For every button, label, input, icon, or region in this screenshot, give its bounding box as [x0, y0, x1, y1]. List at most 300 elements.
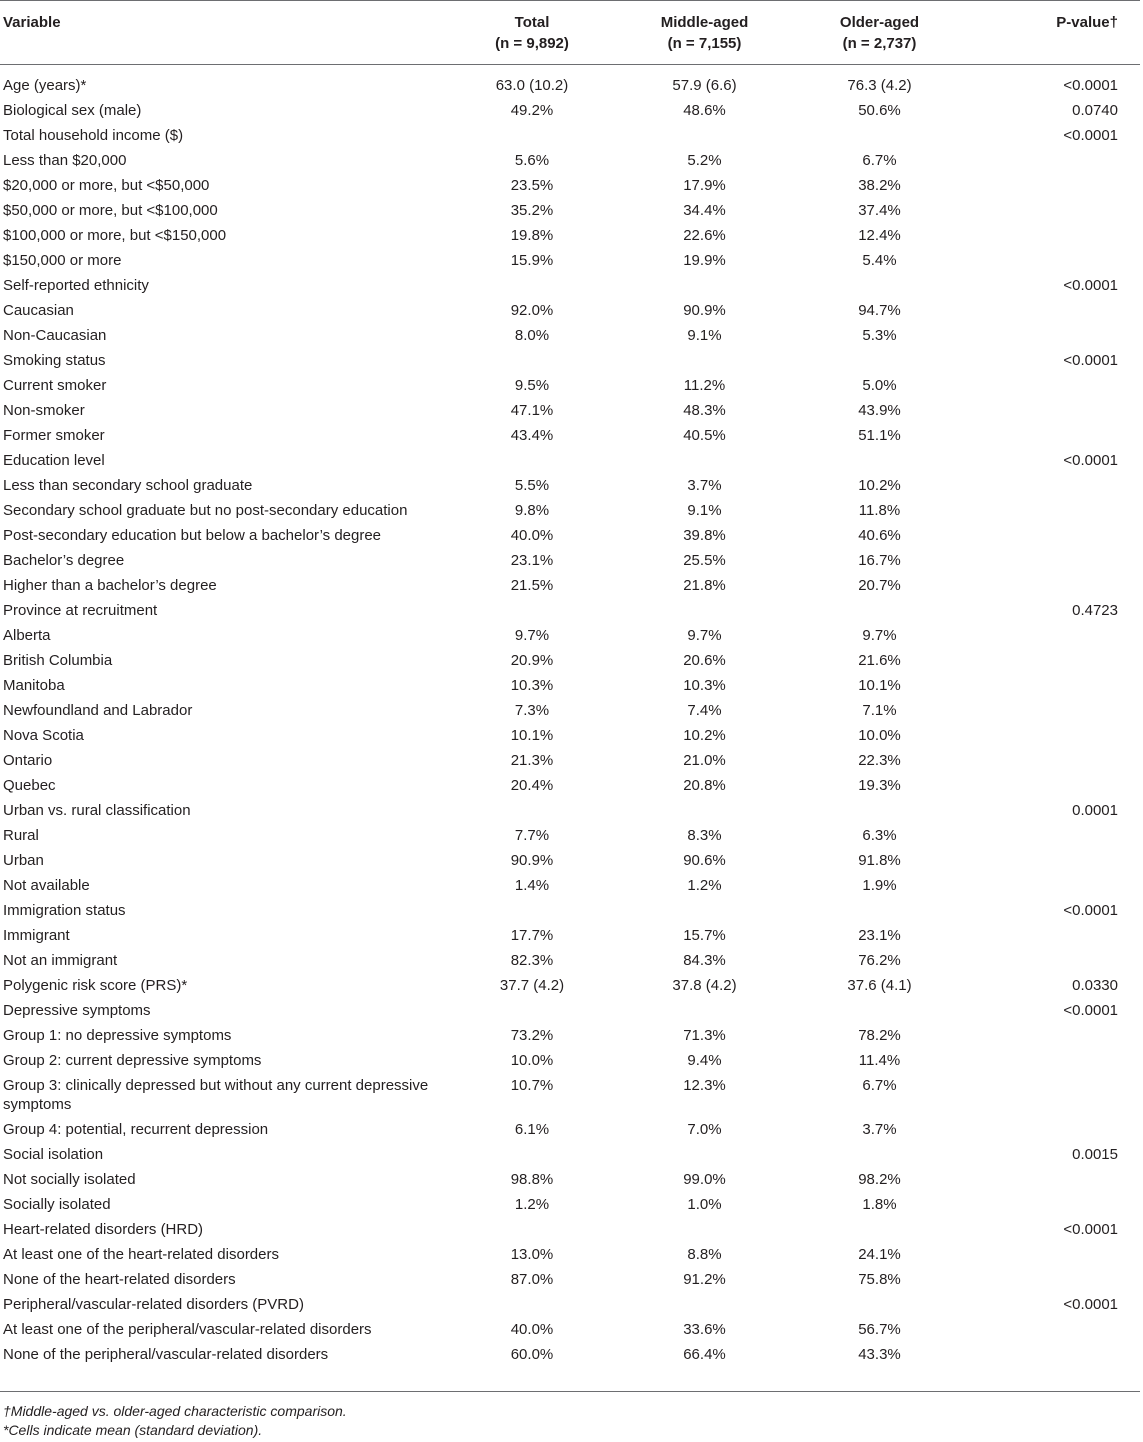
middle-aged-cell: 71.3% — [683, 1027, 726, 1044]
variable-cell: Group 1: no depressive symptoms — [3, 1027, 232, 1044]
header-middle-n: (n = 7,155) — [667, 35, 742, 52]
variable-cell: Group 4: potential, recurrent depression — [3, 1121, 269, 1138]
header-total-n: (n = 9,892) — [495, 35, 569, 52]
p-value-cell: 0.0015 — [1072, 1146, 1118, 1163]
middle-aged-cell — [618, 1217, 791, 1242]
older-aged-cell: 40.6% — [858, 527, 901, 544]
variable-cell: None of the heart-related disorders — [3, 1271, 236, 1288]
p-value-cell — [968, 223, 1140, 248]
older-aged-cell: 76.2% — [858, 952, 901, 969]
footnote-dagger: †Middle-aged vs. older-aged characteristic comparison. — [3, 1403, 347, 1419]
p-value-cell — [968, 298, 1140, 323]
middle-aged-cell: 3.7% — [687, 477, 722, 494]
total-cell: 10.3% — [510, 677, 554, 694]
older-aged-cell: 75.8% — [858, 1271, 901, 1288]
middle-aged-cell — [618, 273, 791, 298]
total-cell — [446, 998, 618, 1023]
p-value-cell — [968, 1317, 1140, 1342]
p-value-cell — [968, 1073, 1140, 1117]
older-aged-cell: 51.1% — [858, 427, 901, 444]
p-value-cell — [968, 748, 1140, 773]
p-value-cell: <0.0001 — [1063, 1002, 1118, 1019]
total-cell: 87.0% — [510, 1271, 554, 1288]
p-value-cell — [968, 148, 1140, 173]
total-cell: 13.0% — [510, 1246, 554, 1263]
older-aged-cell: 5.3% — [862, 327, 897, 344]
variable-cell: Polygenic risk score (PRS)* — [3, 977, 188, 994]
older-aged-cell — [791, 1217, 968, 1242]
p-value-cell — [968, 473, 1140, 498]
older-aged-cell: 7.1% — [862, 702, 897, 719]
older-aged-cell: 19.3% — [858, 777, 901, 794]
older-aged-cell — [791, 273, 968, 298]
p-value-cell — [968, 1023, 1140, 1048]
p-value-cell — [968, 848, 1140, 873]
header-rule — [0, 64, 1140, 65]
table-row — [0, 448, 1140, 473]
middle-aged-cell: 33.6% — [683, 1321, 726, 1338]
table-row — [0, 98, 1140, 123]
table-row — [0, 573, 1140, 598]
variable-cell: Ontario — [3, 752, 53, 769]
p-value-cell — [968, 773, 1140, 798]
older-aged-cell: 20.7% — [858, 577, 901, 594]
older-aged-cell: 76.3 (4.2) — [847, 77, 912, 94]
header-older-n: (n = 2,737) — [842, 35, 917, 52]
p-value-cell — [968, 398, 1140, 423]
total-cell: 7.7% — [514, 827, 550, 844]
variable-cell: Depressive symptoms — [3, 1002, 151, 1019]
p-value-cell — [968, 1167, 1140, 1192]
middle-aged-cell: 40.5% — [683, 427, 726, 444]
middle-aged-cell: 90.6% — [683, 852, 726, 869]
table-row — [0, 123, 1140, 148]
middle-aged-cell: 9.7% — [687, 627, 722, 644]
older-aged-cell: 10.1% — [858, 677, 901, 694]
older-aged-cell: 50.6% — [858, 102, 901, 119]
middle-aged-cell: 7.0% — [687, 1121, 722, 1138]
variable-cell: $150,000 or more — [3, 252, 122, 269]
p-value-cell — [968, 1192, 1140, 1217]
total-cell — [446, 898, 618, 923]
middle-aged-cell: 9.4% — [687, 1052, 722, 1069]
total-cell: 1.4% — [514, 877, 550, 894]
p-value-cell — [968, 423, 1140, 448]
variable-cell: Group 2: current depressive symptoms — [3, 1052, 262, 1069]
total-cell: 98.8% — [510, 1171, 554, 1188]
variable-cell: Nova Scotia — [3, 727, 84, 744]
middle-aged-cell: 66.4% — [683, 1346, 726, 1363]
older-aged-cell — [791, 1142, 968, 1167]
p-value-cell — [968, 1342, 1140, 1367]
table-row — [0, 173, 1140, 198]
middle-aged-cell: 1.0% — [687, 1196, 722, 1213]
middle-aged-cell: 15.7% — [683, 927, 726, 944]
total-cell: 23.5% — [510, 177, 554, 194]
middle-aged-cell: 21.8% — [683, 577, 726, 594]
table-row — [0, 1242, 1140, 1267]
total-cell — [446, 273, 618, 298]
table-row — [0, 548, 1140, 573]
middle-aged-cell — [618, 798, 791, 823]
table-row — [0, 948, 1140, 973]
p-value-cell: <0.0001 — [1063, 1296, 1118, 1313]
older-aged-cell: 43.9% — [858, 402, 901, 419]
p-value-cell — [968, 673, 1140, 698]
variable-cell: Non-Caucasian — [3, 327, 107, 344]
variable-cell: Alberta — [3, 627, 51, 644]
p-value-cell: <0.0001 — [1063, 77, 1118, 94]
variable-cell: Bachelor’s degree — [3, 552, 125, 569]
table-row — [0, 423, 1140, 448]
table-row — [0, 898, 1140, 923]
variable-cell: Secondary school graduate but no post-secondary education — [3, 502, 408, 519]
table-row — [0, 723, 1140, 748]
variable-cell: Heart-related disorders (HRD) — [3, 1221, 204, 1238]
header-older-label: Older-aged — [839, 14, 920, 31]
middle-aged-cell: 90.9% — [683, 302, 726, 319]
variable-cell: Education level — [3, 452, 105, 469]
middle-aged-cell: 7.4% — [687, 702, 722, 719]
older-aged-cell: 6.7% — [862, 152, 897, 169]
middle-aged-cell: 5.2% — [687, 152, 722, 169]
total-cell: 10.7% — [510, 1077, 554, 1094]
table-row — [0, 1023, 1140, 1048]
older-aged-cell: 38.2% — [858, 177, 901, 194]
older-aged-cell: 23.1% — [858, 927, 901, 944]
variable-cell: Not available — [3, 877, 90, 894]
p-value-cell — [968, 323, 1140, 348]
older-aged-cell — [791, 898, 968, 923]
middle-aged-cell: 9.1% — [687, 327, 722, 344]
table-row — [0, 1317, 1140, 1342]
middle-aged-cell — [618, 998, 791, 1023]
table-row — [0, 698, 1140, 723]
header-table — [0, 12, 1140, 54]
total-cell: 73.2% — [510, 1027, 554, 1044]
total-cell: 19.8% — [510, 227, 554, 244]
p-value-cell: <0.0001 — [1063, 1221, 1118, 1238]
older-aged-cell — [791, 998, 968, 1023]
table-row — [0, 273, 1140, 298]
older-aged-cell: 16.7% — [858, 552, 901, 569]
older-aged-cell: 43.3% — [858, 1346, 901, 1363]
older-aged-cell: 22.3% — [858, 752, 901, 769]
table-row — [0, 1267, 1140, 1292]
table-row — [0, 773, 1140, 798]
total-cell: 47.1% — [510, 402, 554, 419]
older-aged-cell: 3.7% — [862, 1121, 897, 1138]
table-row — [0, 998, 1140, 1023]
variable-cell: Less than secondary school graduate — [3, 477, 253, 494]
older-aged-cell: 21.6% — [858, 652, 901, 669]
variable-cell: British Columbia — [3, 652, 113, 669]
p-value-cell — [968, 248, 1140, 273]
middle-aged-cell: 8.3% — [687, 827, 722, 844]
total-cell: 7.3% — [514, 702, 550, 719]
variable-cell: Not an immigrant — [3, 952, 118, 969]
p-value-cell — [968, 648, 1140, 673]
variable-cell: Post-secondary education but below a bachelor’s degree — [3, 527, 382, 544]
middle-aged-cell: 20.6% — [683, 652, 726, 669]
table-row — [0, 523, 1140, 548]
variable-cell: Less than $20,000 — [3, 152, 127, 169]
middle-aged-cell: 12.3% — [683, 1077, 726, 1094]
older-aged-cell — [791, 123, 968, 148]
older-aged-cell: 56.7% — [858, 1321, 901, 1338]
middle-aged-cell: 37.8 (4.2) — [672, 977, 737, 994]
total-cell: 21.5% — [510, 577, 554, 594]
table-row — [0, 873, 1140, 898]
older-aged-cell: 6.7% — [862, 1077, 897, 1094]
total-cell: 15.9% — [510, 252, 554, 269]
table-row — [0, 73, 1140, 98]
table-row — [0, 223, 1140, 248]
p-value-cell — [968, 573, 1140, 598]
variable-cell: Not socially isolated — [3, 1171, 136, 1188]
p-value-cell — [968, 1267, 1140, 1292]
p-value-cell — [968, 548, 1140, 573]
middle-aged-cell: 48.3% — [683, 402, 726, 419]
table-row — [0, 748, 1140, 773]
p-value-cell — [968, 523, 1140, 548]
total-cell: 82.3% — [510, 952, 554, 969]
table-row — [0, 498, 1140, 523]
variable-cell: Socially isolated — [3, 1196, 111, 1213]
p-value-cell — [968, 373, 1140, 398]
middle-aged-cell: 9.1% — [687, 502, 722, 519]
header-total — [446, 12, 618, 54]
total-cell: 43.4% — [510, 427, 554, 444]
older-aged-cell: 78.2% — [858, 1027, 901, 1044]
middle-aged-cell: 17.9% — [683, 177, 726, 194]
p-value-cell: <0.0001 — [1063, 902, 1118, 919]
older-aged-cell: 1.9% — [862, 877, 897, 894]
older-aged-cell: 10.0% — [858, 727, 901, 744]
variable-cell: Rural — [3, 827, 39, 844]
table-row — [0, 973, 1140, 998]
bottom-rule — [0, 1391, 1140, 1392]
total-cell: 5.5% — [514, 477, 550, 494]
variable-cell: Newfoundland and Labrador — [3, 702, 193, 719]
older-aged-cell: 37.6 (4.1) — [847, 977, 912, 994]
variable-cell: $20,000 or more, but <$50,000 — [3, 177, 210, 194]
table-row — [0, 248, 1140, 273]
older-aged-cell: 11.8% — [858, 502, 901, 519]
older-aged-cell: 5.0% — [862, 377, 897, 394]
older-aged-cell: 11.4% — [858, 1052, 901, 1069]
total-cell: 40.0% — [510, 1321, 554, 1338]
p-value-cell — [968, 498, 1140, 523]
older-aged-cell: 94.7% — [858, 302, 901, 319]
table-row — [0, 373, 1140, 398]
p-value-cell: 0.0740 — [1072, 102, 1118, 119]
middle-aged-cell: 1.2% — [687, 877, 722, 894]
total-cell: 10.1% — [510, 727, 554, 744]
variable-cell: Quebec — [3, 777, 56, 794]
total-cell: 6.1% — [514, 1121, 550, 1138]
p-value-cell — [968, 923, 1140, 948]
variable-cell: Non-smoker — [3, 402, 85, 419]
p-value-cell: <0.0001 — [1063, 127, 1118, 144]
middle-aged-cell: 99.0% — [683, 1171, 726, 1188]
middle-aged-cell: 48.6% — [683, 102, 726, 119]
p-value-cell: 0.4723 — [1072, 602, 1118, 619]
middle-aged-cell: 10.2% — [683, 727, 726, 744]
older-aged-cell: 98.2% — [858, 1171, 901, 1188]
variable-cell: Total household income ($) — [3, 127, 184, 144]
total-cell: 37.7 (4.2) — [499, 977, 565, 994]
total-cell — [446, 1292, 618, 1317]
p-value-cell — [968, 723, 1140, 748]
p-value-cell: <0.0001 — [1063, 452, 1118, 469]
table-row — [0, 1342, 1140, 1367]
variable-cell: Current smoker — [3, 377, 107, 394]
older-aged-cell: 9.7% — [862, 627, 897, 644]
variable-cell: Manitoba — [3, 677, 65, 694]
table-row — [0, 298, 1140, 323]
total-cell: 60.0% — [510, 1346, 554, 1363]
total-cell: 63.0 (10.2) — [495, 77, 569, 94]
table-row — [0, 673, 1140, 698]
variable-cell: Biological sex (male) — [3, 102, 142, 119]
table-row — [0, 1117, 1140, 1142]
data-table — [0, 73, 1140, 1367]
header-variable: Variable — [3, 14, 61, 31]
total-cell: 40.0% — [510, 527, 554, 544]
table-row — [0, 648, 1140, 673]
p-value-cell: <0.0001 — [1063, 277, 1118, 294]
variable-cell: Smoking status — [3, 352, 106, 369]
middle-aged-cell — [618, 123, 791, 148]
header-total-label: Total — [514, 14, 550, 31]
variable-cell: Social isolation — [3, 1146, 104, 1163]
total-cell: 9.5% — [514, 377, 550, 394]
variable-cell: Age (years)* — [3, 77, 87, 94]
variable-cell: None of the peripheral/vascular-related disorders — [3, 1346, 329, 1363]
variable-cell: At least one of the heart-related disorders — [3, 1246, 279, 1263]
older-aged-cell — [791, 798, 968, 823]
older-aged-cell — [791, 348, 968, 373]
total-cell — [446, 448, 618, 473]
variable-cell: Immigration status — [3, 902, 126, 919]
top-rule — [0, 0, 1140, 1]
p-value-cell — [968, 1048, 1140, 1073]
middle-aged-cell: 21.0% — [683, 752, 726, 769]
header-older — [791, 12, 968, 54]
variable-cell: Self-reported ethnicity — [3, 277, 149, 294]
total-cell: 1.2% — [514, 1196, 550, 1213]
older-aged-cell: 10.2% — [858, 477, 901, 494]
middle-aged-cell: 8.8% — [687, 1246, 722, 1263]
older-aged-cell — [791, 448, 968, 473]
older-aged-cell: 24.1% — [858, 1246, 901, 1263]
middle-aged-cell: 91.2% — [683, 1271, 726, 1288]
middle-aged-cell — [618, 1142, 791, 1167]
p-value-cell: 0.0330 — [1072, 977, 1118, 994]
older-aged-cell: 37.4% — [858, 202, 901, 219]
table-row — [0, 198, 1140, 223]
table-row — [0, 1192, 1140, 1217]
variable-cell: Group 3: clinically depressed but without any current depressive symptoms — [3, 1077, 429, 1113]
table-row — [0, 823, 1140, 848]
middle-aged-cell: 20.8% — [683, 777, 726, 794]
table-row — [0, 473, 1140, 498]
total-cell: 9.8% — [514, 502, 550, 519]
variable-cell: $100,000 or more, but <$150,000 — [3, 227, 227, 244]
header-middle-label: Middle-aged — [660, 14, 749, 31]
table-row — [0, 148, 1140, 173]
middle-aged-cell — [618, 448, 791, 473]
table-row — [0, 1073, 1140, 1117]
middle-aged-cell: 34.4% — [683, 202, 726, 219]
p-value-cell — [968, 1117, 1140, 1142]
table-row — [0, 323, 1140, 348]
middle-aged-cell: 11.2% — [683, 377, 726, 394]
table-row — [0, 923, 1140, 948]
total-cell: 23.1% — [510, 552, 554, 569]
table-row — [0, 598, 1140, 623]
p-value-cell — [968, 698, 1140, 723]
header-pvalue: P-value† — [1056, 14, 1118, 31]
total-cell: 49.2% — [510, 102, 554, 119]
variable-cell: Immigrant — [3, 927, 70, 944]
p-value-cell — [968, 1242, 1140, 1267]
total-cell — [446, 1217, 618, 1242]
older-aged-cell: 91.8% — [858, 852, 901, 869]
table-row — [0, 1292, 1140, 1317]
table-row — [0, 623, 1140, 648]
footnote-asterisk: *Cells indicate mean (standard deviation). — [3, 1422, 263, 1438]
middle-aged-cell — [618, 898, 791, 923]
variable-cell: Former smoker — [3, 427, 105, 444]
table-row — [0, 1217, 1140, 1242]
total-cell — [446, 123, 618, 148]
total-cell — [446, 598, 618, 623]
variable-cell: Province at recruitment — [3, 602, 158, 619]
middle-aged-cell: 39.8% — [683, 527, 726, 544]
p-value-cell: <0.0001 — [1063, 352, 1118, 369]
p-value-cell — [968, 948, 1140, 973]
total-cell — [446, 348, 618, 373]
variable-cell: Caucasian — [3, 302, 74, 319]
total-cell: 21.3% — [510, 752, 554, 769]
older-aged-cell: 12.4% — [858, 227, 901, 244]
variable-cell: $50,000 or more, but <$100,000 — [3, 202, 218, 219]
table-row — [0, 348, 1140, 373]
middle-aged-cell: 25.5% — [683, 552, 726, 569]
total-cell: 10.0% — [510, 1052, 554, 1069]
total-cell: 20.4% — [510, 777, 554, 794]
older-aged-cell: 5.4% — [862, 252, 897, 269]
total-cell: 92.0% — [510, 302, 554, 319]
variable-cell: At least one of the peripheral/vascular-related disorders — [3, 1321, 372, 1338]
table-row — [0, 1142, 1140, 1167]
older-aged-cell — [791, 1292, 968, 1317]
variable-cell: Higher than a bachelor’s degree — [3, 577, 217, 594]
table-row — [0, 798, 1140, 823]
header-middle — [618, 12, 791, 54]
middle-aged-cell — [618, 598, 791, 623]
total-cell: 90.9% — [510, 852, 554, 869]
table-row — [0, 848, 1140, 873]
total-cell — [446, 1142, 618, 1167]
variable-cell: Urban vs. rural classification — [3, 802, 191, 819]
header-row — [0, 12, 1140, 54]
p-value-cell — [968, 873, 1140, 898]
middle-aged-cell: 10.3% — [683, 677, 726, 694]
total-cell: 17.7% — [510, 927, 554, 944]
